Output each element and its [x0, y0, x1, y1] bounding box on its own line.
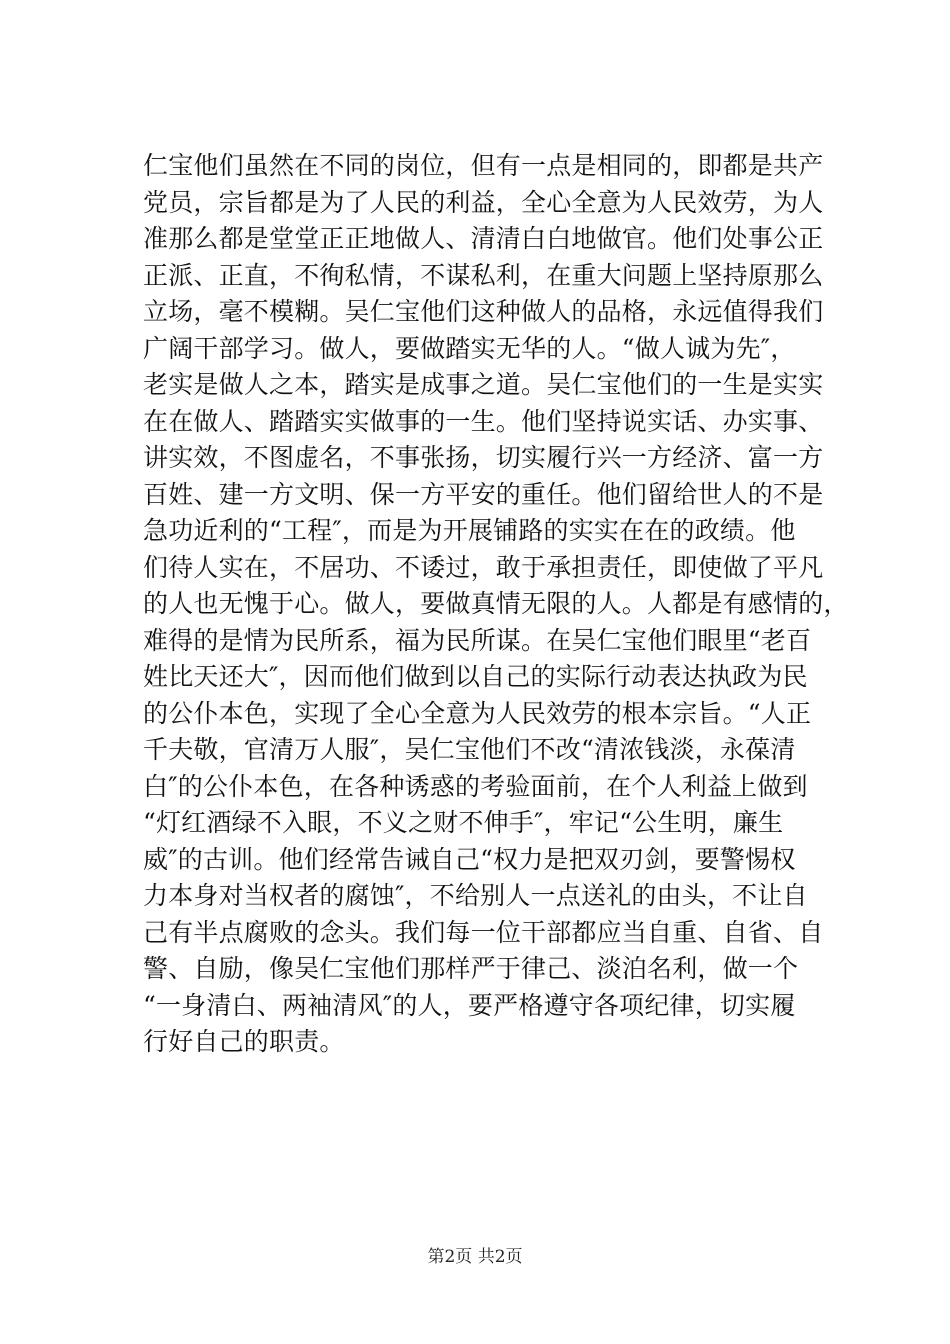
- text-line: 的公仆本色，实现了全心全意为人民效劳的根本宗旨。“人正: [143, 698, 812, 728]
- text-line: 难得的是情为民所系，福为民所谋。在吴仁宝他们眼里“老百: [143, 625, 812, 655]
- text-line: 百姓、建一方文明、保一方平安的重任。他们留给世人的不是: [143, 479, 824, 509]
- text-line: 党员，宗旨都是为了人民的利益，全心全意为人民效劳，为人: [143, 187, 824, 217]
- text-line: 在在做人、踏踏实实做事的一生。他们坚持说实话、办实事、: [143, 406, 824, 436]
- text-line: 准那么都是堂堂正正地做人、清清白白地做官。他们处事公正: [143, 224, 824, 253]
- text-line: 广阔干部学习。做人，要做踏实无华的人。“做人诚为先″，: [143, 333, 796, 363]
- text-line: “灯红酒绿不入眼，不义之财不伸手″，牢记“公生明，廉生: [143, 808, 784, 837]
- body-paragraph: [143, 148, 849, 1061]
- text-line: 仁宝他们虽然在不同的岗位，但有一点是相同的，即都是共产: [143, 151, 824, 180]
- text-line: 力本身对当权者的腐蚀″，不给别人一点送礼的由头，不让自: [143, 881, 808, 910]
- text-line: “一身清白、两袖清风″的人，要严格遵守各项纪律，切实履: [143, 990, 796, 1020]
- page-number-footer: 第2页 共2页: [427, 1247, 523, 1267]
- text-line: 急功近利的“工程″，而是为开展铺路的实实在在的政绩。他: [143, 516, 796, 545]
- text-line: 警、自励，像吴仁宝他们那样严于律己、淡泊名利，做一个: [143, 954, 799, 983]
- text-line: 们待人实在，不居功、不诿过，敢于承担责任，即使做了平凡: [143, 552, 824, 582]
- text-line: 姓比天还大″，因而他们做到以自己的实际行动表达执政为民: [143, 662, 808, 691]
- text-line: 威″的古训。他们经常告诫自己“权力是把双刃剑，要警惕权: [143, 844, 796, 874]
- text-line: 讲实效，不图虚名，不事张扬，切实履行兴一方经济、富一方: [143, 443, 824, 472]
- text-line: 正派、正直，不徇私情，不谋私利，在重大问题上坚持原那么: [143, 260, 824, 290]
- text-line: 千夫敬，官清万人服″，吴仁宝他们不改“清浓钱淡，永葆清: [143, 735, 796, 764]
- text-line: 立场，毫不模糊。吴仁宝他们这种做人的品格，永远值得我们: [143, 297, 824, 326]
- text-line: 己有半点腐败的念头。我们每一位干部都应当自重、自省、自: [143, 917, 824, 947]
- text-line: 的人也无愧于心。做人，要做真情无限的人。人都是有感情的，: [143, 589, 849, 618]
- text-line: 白″的公仆本色，在各种诱惑的考验面前，在个人利益上做到: [143, 771, 808, 801]
- text-line: 老实是做人之本，踏实是成事之道。吴仁宝他们的一生是实实: [143, 370, 824, 399]
- text-line: 行好自己的职责。: [143, 1027, 345, 1056]
